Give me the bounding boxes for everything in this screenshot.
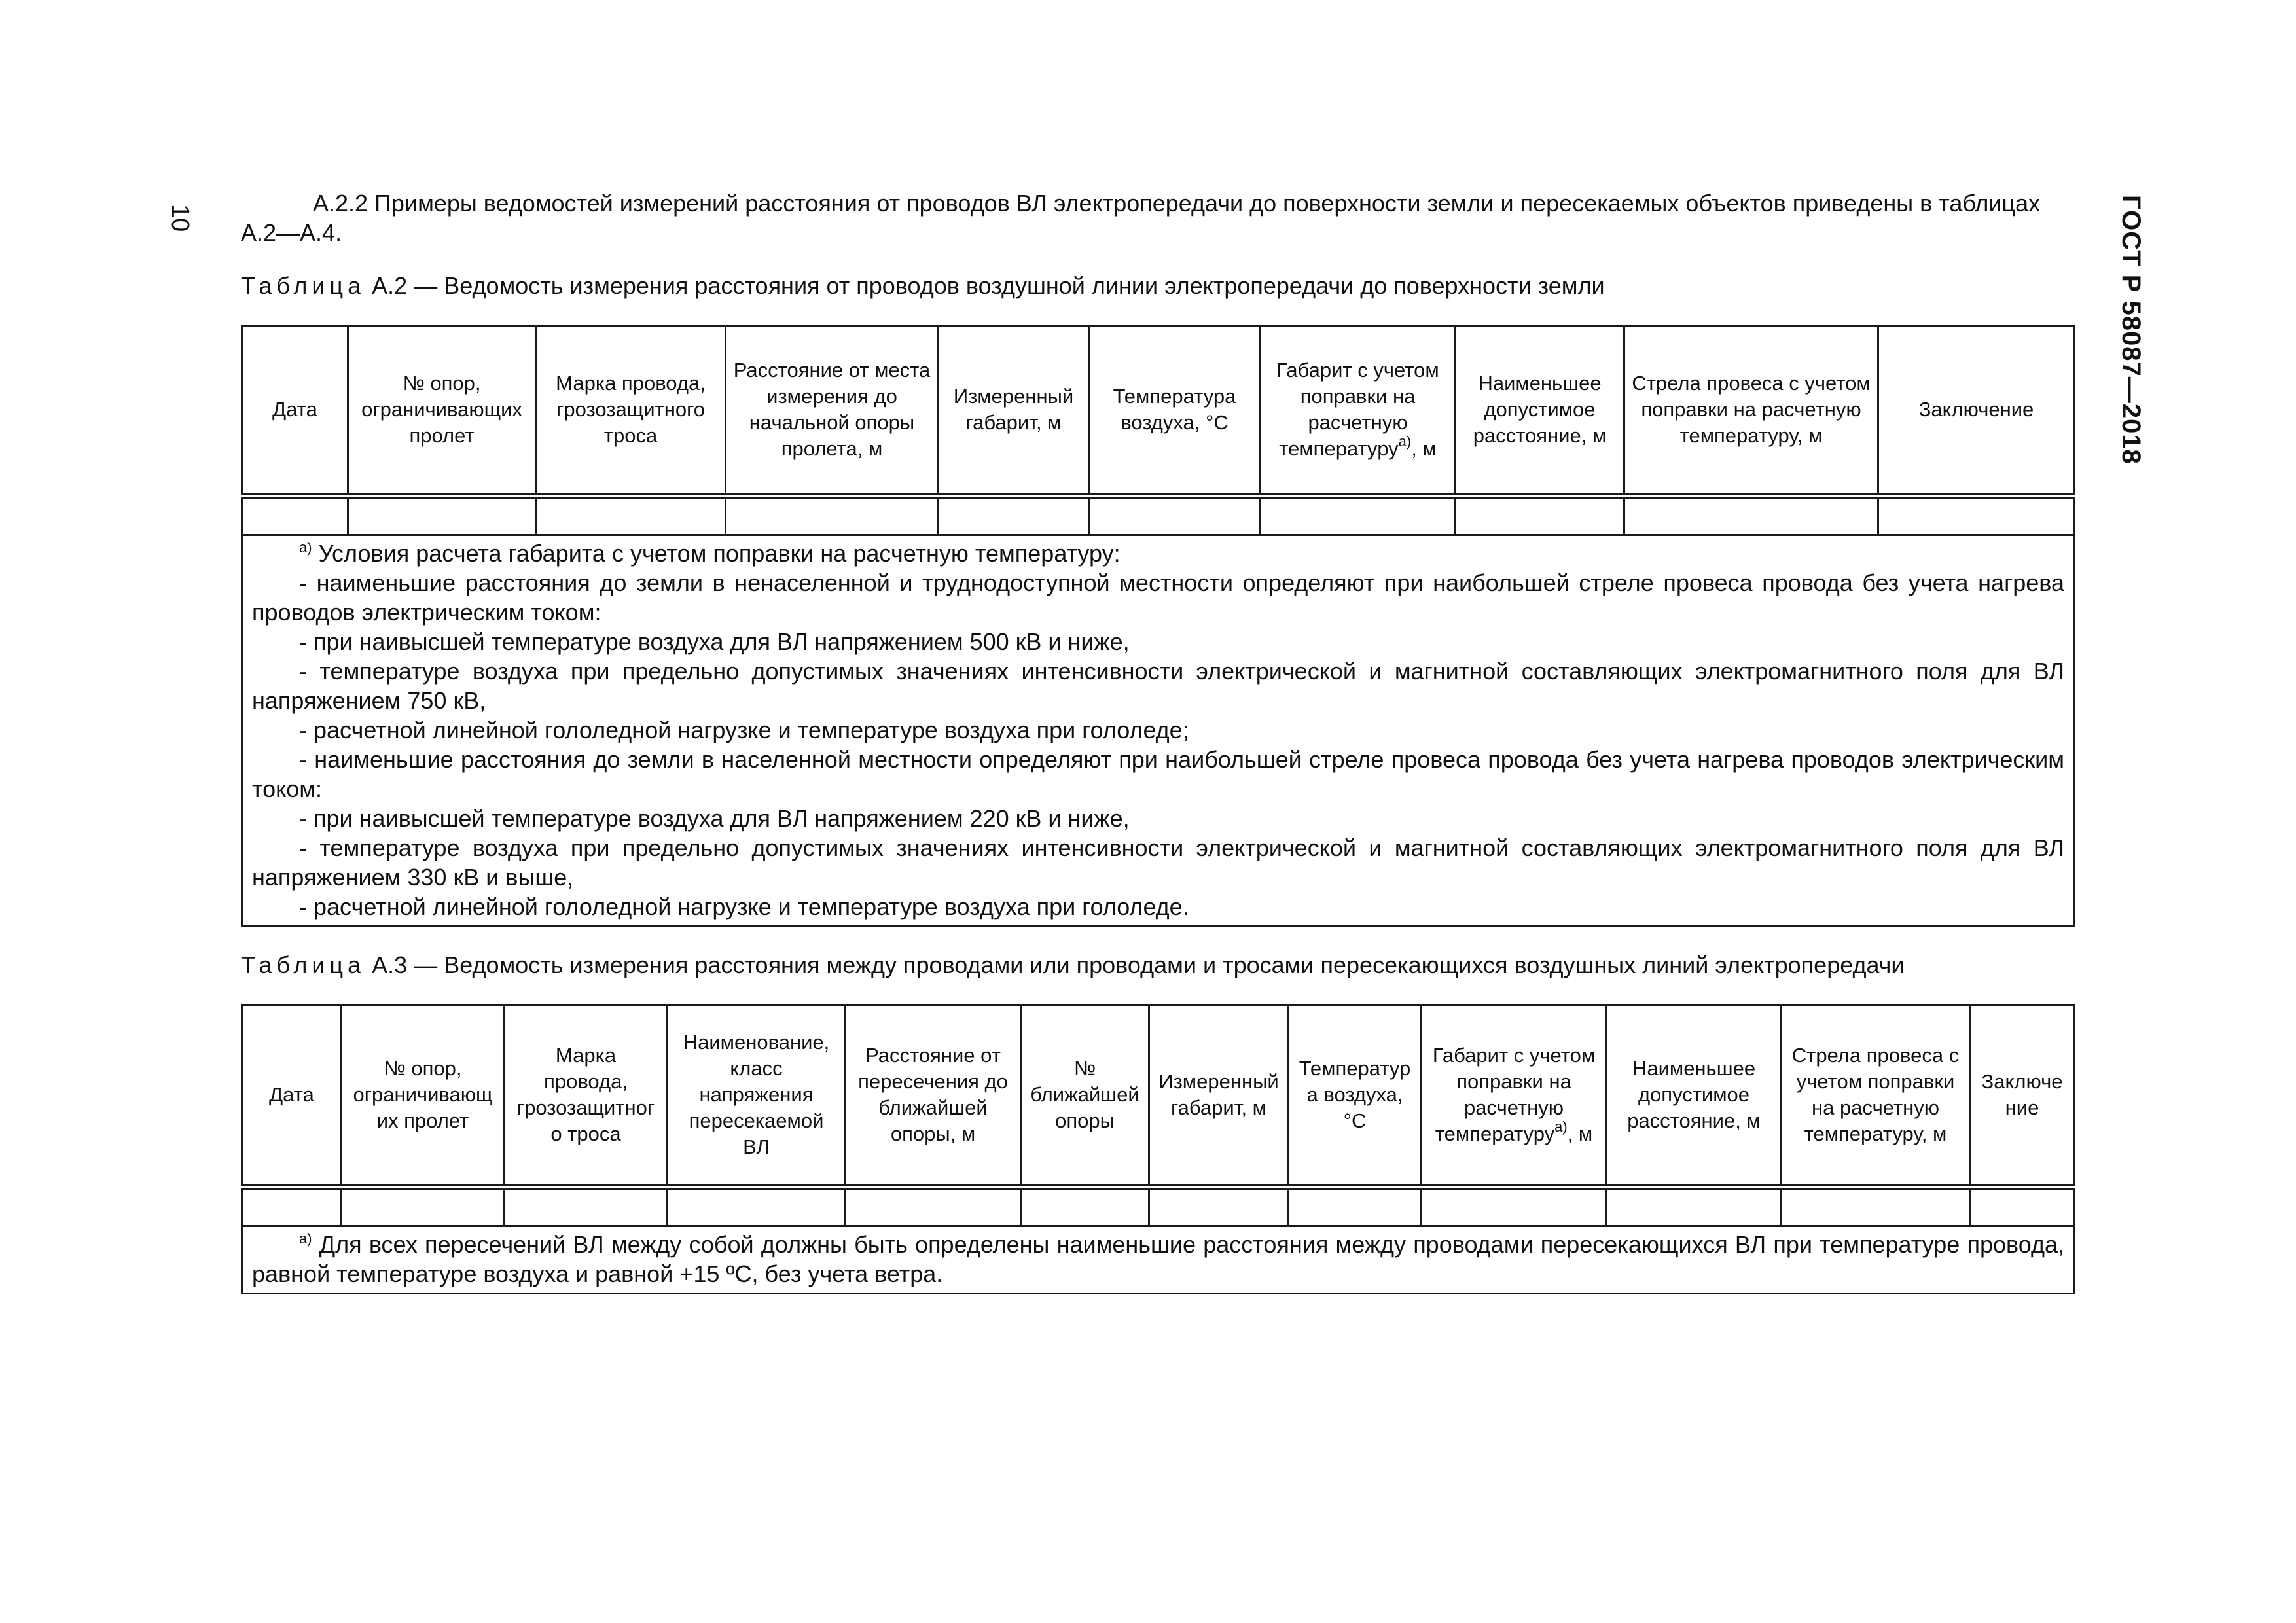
page-number: 10 [166,204,194,232]
footnote-line: - температуре воздуха при предельно допустимых значениях интенсивности электрической и магнитной составляющих электромагнитного поля для ВЛ напряжением 330 кВ и выше, [252,834,2064,891]
footnote-line: - расчетной линейной гололедной нагрузке и температуре воздуха при гололеде; [299,717,1189,743]
footnote-line-text: Для всех пересечений ВЛ между собой должны быть определены наименьшие расстояния между проводами пересекающихся ВЛ при температуре провода, равной температуре воздуха и равной +15 ºС, без учета ветра. [252,1231,2064,1287]
table-a3-footnote [242,1226,2075,1294]
a2-header-measured-clearance: Измеренный габарит, м [939,326,1089,496]
a3-header-note-mark: а) [1554,1118,1568,1135]
table-row [242,496,2075,535]
a2-header-support-numbers: № опор, ограничивающих пролет [348,326,536,496]
table-a3-title-text: А.3 — Ведомость измерения расстояния между проводами или проводами и тросами пересекающихся воздушных линий электропередачи [372,952,1905,978]
table-a2-label: Таблица [241,272,366,299]
table-cell[interactable] [668,1187,846,1226]
footnote-line [252,539,2064,568]
a2-header-date: Дата [242,326,348,496]
table-a2-title-text: А.2 — Ведомость измерения расстояния от проводов воздушной линии электропередачи до поверхности земли [372,272,1605,299]
a3-header-nearest-support: № ближайшей опоры [1021,1005,1149,1187]
table-cell[interactable] [348,496,536,535]
a2-header-corrected-clearance-text: Габарит с учетом поправки на расчетную температуру [1276,359,1439,460]
a3-header-date: Дата [242,1005,342,1187]
a3-header-unit: , м [1567,1122,1593,1145]
table-cell[interactable] [536,496,726,535]
table-a2-header-row [242,326,2075,496]
table-cell[interactable] [1782,1187,1970,1226]
table-row [242,1187,2075,1226]
table-cell[interactable] [242,1187,342,1226]
table-cell[interactable] [1878,496,2075,535]
footnote-line: - при наивысшей температуре воздуха для ВЛ напряжением 220 кВ и ниже, [299,805,1130,832]
footnote-line: - наименьшие расстояния до земли в ненаселенной и труднодоступной местности определяют при наибольшей стреле провеса провода без учета нагрева проводов электрическим током: [252,569,2064,626]
a2-header-unit: , м [1411,437,1437,460]
table-cell[interactable] [1089,496,1261,535]
table-cell[interactable] [1149,1187,1289,1226]
a2-header-wire-brand: Марка провода, грозозащитного троса [536,326,726,496]
footnote-line: - наименьшие расстояния до земли в населенной местности определяют при наибольшей стреле провеса провода без учета нагрева проводов электрическим током: [252,746,2064,802]
a2-header-corrected-clearance [1261,326,1456,496]
table-cell[interactable] [1289,1187,1422,1226]
table-a3-label: Таблица [241,952,366,978]
table-a3 [241,1004,2075,1294]
table-cell[interactable] [505,1187,668,1226]
a3-header-min-distance: Наименьшее допустимое расстояние, м [1607,1005,1782,1187]
a3-header-measured-clearance: Измеренный габарит, м [1149,1005,1289,1187]
table-cell[interactable] [1607,1187,1782,1226]
table-cell[interactable] [726,496,939,535]
table-cell[interactable] [342,1187,505,1226]
a2-header-distance-from-support: Расстояние от места измерения до начальной опоры пролета, м [726,326,939,496]
a3-header-air-temperature: Температура воздуха, °С [1289,1005,1422,1187]
a2-header-min-distance: Наименьшее допустимое расстояние, м [1456,326,1624,496]
a3-header-support-numbers: № опор, ограничивающих пролет [342,1005,505,1187]
a3-header-sag: Стрела провеса с учетом поправки на расчетную температуру, м [1782,1005,1970,1187]
a3-header-conclusion: Заключение [1970,1005,2075,1187]
a2-header-air-temperature: Температура воздуха, °С [1089,326,1261,496]
a3-header-corrected-clearance-text: Габарит с учетом поправки на расчетную температуру [1432,1044,1596,1145]
table-cell[interactable] [846,1187,1021,1226]
a3-header-crossed-line: Наименование, класс напряжения пересекаемой ВЛ [668,1005,846,1187]
table-a3-title [241,950,2073,980]
footnote-line: - расчетной линейной гололедной нагрузке и температуре воздуха при гололеде. [299,893,1189,920]
footnote-mark: а) [299,1230,312,1247]
standard-code: ГОСТ Р 58087—2018 [2117,195,2145,465]
table-cell[interactable] [1021,1187,1149,1226]
table-cell[interactable] [1422,1187,1607,1226]
footnote-line-text: Условия расчета габарита с учетом поправки на расчетную температуру: [318,540,1121,567]
a3-header-corrected-clearance [1422,1005,1607,1187]
a3-header-distance-to-support: Расстояние от пересечения до ближайшей опоры, м [846,1005,1021,1187]
footnote-line: - при наивысшей температуре воздуха для ВЛ напряжением 500 кВ и ниже, [299,628,1130,655]
table-a3-header-row [242,1005,2075,1187]
table-a2 [241,325,2075,927]
table-a2-footnote-row [242,535,2075,927]
footnote-line [252,1230,2064,1289]
table-cell[interactable] [1970,1187,2075,1226]
intro-paragraph: А.2.2 Примеры ведомостей измерений расстояния от проводов ВЛ электропередачи до поверхности земли и пересекаемых объектов приведены в таблицах А.2—А.4. [241,190,2041,246]
a2-header-note-mark: а) [1398,433,1412,450]
table-cell[interactable] [1624,496,1878,535]
table-cell[interactable] [1261,496,1456,535]
a2-header-conclusion: Заключение [1878,326,2075,496]
table-cell[interactable] [939,496,1089,535]
footnote-line: - температуре воздуха при предельно допустимых значениях интенсивности электрической и магнитной составляющих электромагнитного поля для ВЛ напряжением 750 кВ, [252,658,2064,714]
table-a3-footnote-row [242,1226,2075,1294]
table-a2-title [241,271,2073,300]
a3-header-wire-brand: Марка провода, грозозащитного троса [505,1005,668,1187]
table-cell[interactable] [1456,496,1624,535]
a2-header-sag: Стрела провеса с учетом поправки на расчетную температуру, м [1624,326,1878,496]
table-cell[interactable] [242,496,348,535]
table-a2-footnote [242,535,2075,927]
footnote-mark: а) [299,539,312,556]
